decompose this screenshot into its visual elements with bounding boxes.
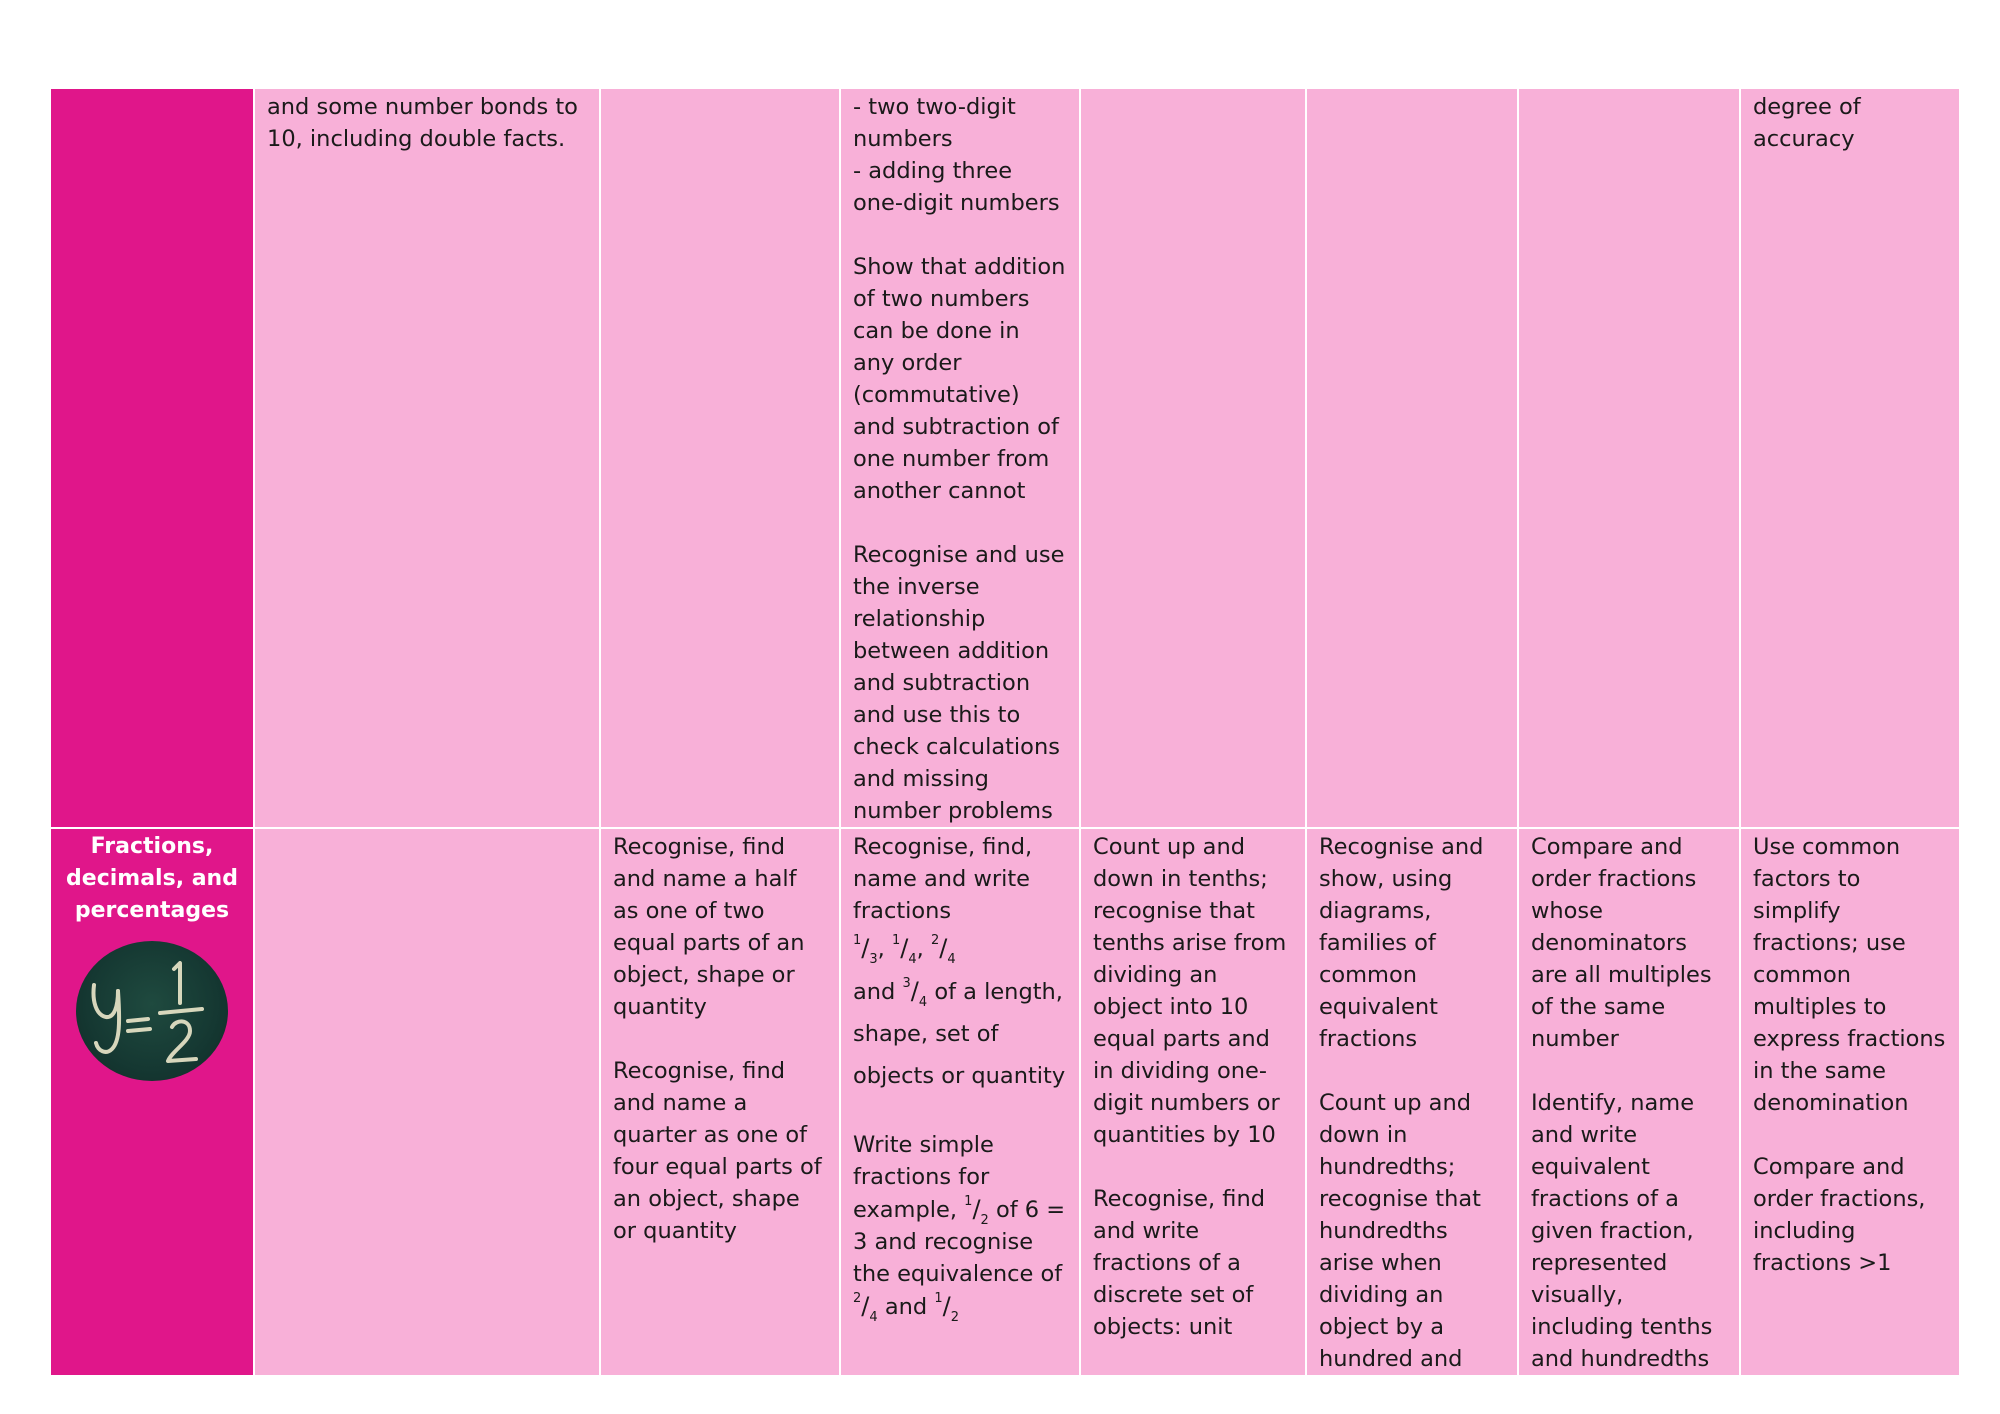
- cell-text: and some number bonds to 10, including double facts.: [267, 94, 578, 152]
- table-cell: [1740, 88, 1960, 828]
- table-cell: [1080, 88, 1306, 828]
- curriculum-table: [49, 87, 1961, 1377]
- table-cell: [254, 828, 600, 1376]
- fraction: $^1/_3$: [853, 932, 878, 967]
- cell-text: Compare and order fractions, including fractions >1: [1753, 1154, 1926, 1276]
- text-run: and: [884, 1294, 928, 1320]
- table-cell: [840, 88, 1080, 828]
- table-cell: [1518, 828, 1740, 1376]
- text-run: of 6 = 3 and recognise the equivalence of: [853, 1197, 1066, 1287]
- cell-text: Recognise, find and name a quarter as one of four equal parts of an object, shape or quantity: [613, 1058, 822, 1244]
- table-cell: [1080, 828, 1306, 1376]
- cell-text: degree of accuracy: [1753, 94, 1861, 152]
- cell-text: Recognise, find and name a half as one of two equal parts of an object, shape or quantity: [613, 834, 805, 1020]
- table-cell: [254, 88, 600, 828]
- cell-text: Identify, name and write equivalent fractions of a given fraction, represented visually, including tenths and hundredths: [1531, 1090, 1713, 1372]
- cell-text: Show that addition of two numbers can be done in any order (commutative) and subtraction of one number from another cannot: [853, 254, 1066, 504]
- table-cell: [840, 828, 1080, 1376]
- fraction-line: $^1/_3$, $^1/_4$, $^2/_4$: [853, 932, 956, 967]
- cell-text: Recognise and show, using diagrams, families of common equivalent fractions: [1319, 834, 1484, 1052]
- fraction: $^3/_4$: [902, 975, 928, 1010]
- cell-text: Count up and down in hundredths; recognise that hundredths arise when dividing an object by a hundred and: [1319, 1090, 1481, 1372]
- fraction-line: and $^3/_4$ of a length, shape, set of objects or quantity: [853, 975, 1066, 1089]
- y-equals-half-chalkboard-icon: [76, 941, 228, 1081]
- cell-text: Recognise, find and write fractions of a discrete set of objects: unit: [1093, 1186, 1265, 1340]
- cell-text: - two two-digit numbers - adding three one-digit numbers: [853, 94, 1060, 216]
- fraction: $^1/_2$: [934, 1290, 959, 1325]
- cell-text: Count up and down in tenths; recognise that tenths arise from dividing an object into 10 equal parts and in dividing one-digit numbers or quantities by 10: [1093, 834, 1287, 1148]
- text-run: Recognise, find, name and write fractions: [853, 834, 1033, 924]
- table-cell: [600, 828, 840, 1376]
- table-cell: [1306, 828, 1518, 1376]
- table-cell: [1740, 828, 1960, 1376]
- table-cell: [1306, 88, 1518, 828]
- cell-text: Use common factors to simplify fractions; use common multiples to express fractions in the same denomination: [1753, 834, 1946, 1116]
- cell-text: [853, 831, 1067, 1097]
- fraction: $^2/_4$: [853, 1290, 878, 1325]
- fraction: $^2/_4$: [930, 932, 956, 967]
- row-heading-title: Fractions, decimals, and percentages: [66, 834, 238, 923]
- table-cell: [600, 88, 840, 828]
- fraction: $^1/_4$: [891, 932, 917, 967]
- table-row: [50, 88, 1960, 828]
- cell-text: [853, 1129, 1067, 1323]
- row-heading-cell: [50, 828, 254, 1376]
- chalk-formula-icon: [76, 941, 228, 1081]
- table-cell: [1518, 88, 1740, 828]
- cell-text: Compare and order fractions whose denominators are all multiples of the same number: [1531, 834, 1712, 1052]
- row-heading-cell: [50, 88, 254, 828]
- table-row: [50, 828, 1960, 1376]
- cell-text: Recognise and use the inverse relationship between addition and subtraction and use this to check calculations and missing number problems: [853, 542, 1065, 824]
- text-run: Write simple fractions for example,: [853, 1132, 994, 1223]
- fraction: $^1/_2$: [964, 1193, 989, 1228]
